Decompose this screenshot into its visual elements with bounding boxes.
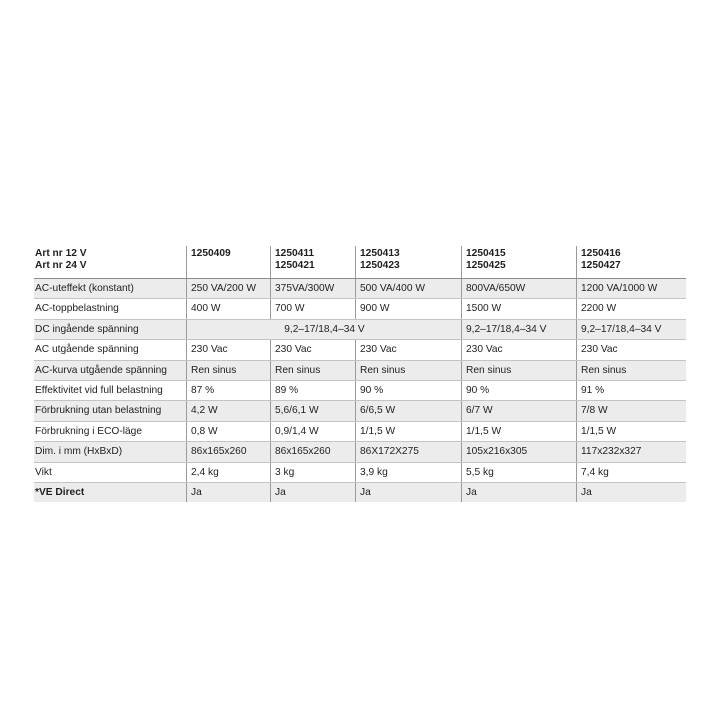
row-value: Ja bbox=[355, 483, 461, 502]
model-12v-number: 1250411 bbox=[275, 248, 315, 259]
row-value: 5,6/6,1 W bbox=[270, 401, 355, 420]
model-24v-number: 1250425 bbox=[466, 260, 506, 271]
row-label: AC-kurva utgående spänning bbox=[35, 364, 167, 376]
row-value: 0,9/1,4 W bbox=[270, 422, 355, 441]
table-row bbox=[34, 320, 686, 340]
header-label-cell bbox=[34, 248, 185, 278]
row-value: Ren sinus bbox=[186, 361, 270, 380]
row-value: Ren sinus bbox=[461, 361, 576, 380]
row-value: Ja bbox=[576, 483, 686, 502]
table-row bbox=[34, 463, 686, 483]
row-value: Ren sinus bbox=[270, 361, 355, 380]
row-label: Vikt bbox=[35, 466, 52, 478]
model-12v-number: 1250416 bbox=[581, 248, 621, 259]
row-value: 9,2–17/18,4–34 V bbox=[461, 320, 576, 339]
row-value: 105x216x305 bbox=[461, 442, 576, 461]
row-value: 7,4 kg bbox=[576, 463, 686, 482]
table-row bbox=[34, 340, 686, 360]
row-value: 800VA/650W bbox=[461, 279, 576, 298]
row-value: 1500 W bbox=[461, 299, 576, 318]
row-label: Effektivitet vid full belastning bbox=[35, 384, 163, 396]
row-value: 230 Vac bbox=[576, 340, 686, 359]
row-value: 250 VA/200 W bbox=[186, 279, 270, 298]
row-value: 230 Vac bbox=[355, 340, 461, 359]
row-value: 900 W bbox=[355, 299, 461, 318]
row-label: Förbrukning i ECO-läge bbox=[35, 425, 143, 437]
row-value: 4,2 W bbox=[186, 401, 270, 420]
model-24v-number: 1250421 bbox=[275, 260, 315, 271]
row-value: 500 VA/400 W bbox=[355, 279, 461, 298]
model-12v-number: 1250409 bbox=[191, 248, 231, 259]
row-value: 400 W bbox=[186, 299, 270, 318]
row-value: 90 % bbox=[355, 381, 461, 400]
row-value: 230 Vac bbox=[186, 340, 270, 359]
row-value: 1200 VA/1000 W bbox=[576, 279, 686, 298]
row-value: 90 % bbox=[461, 381, 576, 400]
model-12v-number: 1250415 bbox=[466, 248, 506, 259]
row-value: 6/7 W bbox=[461, 401, 576, 420]
row-value: Ja bbox=[186, 483, 270, 502]
header-model-3 bbox=[355, 246, 461, 278]
table-header bbox=[34, 246, 686, 279]
row-value: 3,9 kg bbox=[355, 463, 461, 482]
row-label: AC utgående spänning bbox=[35, 344, 139, 356]
row-value: 6/6,5 W bbox=[355, 401, 461, 420]
row-label: AC-uteffekt (konstant) bbox=[35, 283, 134, 294]
header-model-1 bbox=[186, 246, 270, 278]
row-value: Ren sinus bbox=[355, 361, 461, 380]
table-row bbox=[34, 401, 686, 421]
spec-table bbox=[34, 246, 686, 502]
row-value: 1/1,5 W bbox=[576, 422, 686, 441]
table-row bbox=[34, 279, 686, 299]
row-value: 117x232x327 bbox=[576, 442, 686, 461]
table-row bbox=[34, 442, 686, 462]
row-value: 230 Vac bbox=[270, 340, 355, 359]
row-value: 1/1,5 W bbox=[461, 422, 576, 441]
model-24v-number: 1250423 bbox=[360, 260, 400, 271]
row-value: 2200 W bbox=[576, 299, 686, 318]
row-value: 375VA/300W bbox=[270, 279, 355, 298]
header-model-2 bbox=[270, 246, 355, 278]
row-value: Ja bbox=[461, 483, 576, 502]
table-row bbox=[34, 422, 686, 442]
row-label: *VE Direct bbox=[35, 486, 85, 498]
header-model-5 bbox=[576, 246, 686, 278]
model-24v-number: 1250427 bbox=[581, 260, 621, 271]
header-model-4 bbox=[461, 246, 576, 278]
table-row bbox=[34, 299, 686, 319]
row-value: 5,5 kg bbox=[461, 463, 576, 482]
row-value: 700 W bbox=[270, 299, 355, 318]
row-value: 89 % bbox=[270, 381, 355, 400]
row-label: AC-toppbelastning bbox=[35, 303, 119, 315]
row-value: 87 % bbox=[186, 381, 270, 400]
table-row bbox=[34, 361, 686, 381]
row-value: 86x165x260 bbox=[270, 442, 355, 461]
row-label: Dim. i mm (HxBxD) bbox=[35, 446, 123, 458]
row-value: 7/8 W bbox=[576, 401, 686, 420]
row-value: 0,8 W bbox=[186, 422, 270, 441]
table-row bbox=[34, 483, 686, 502]
model-12v-number: 1250413 bbox=[360, 248, 400, 259]
row-value: Ja bbox=[270, 483, 355, 502]
row-value: 230 Vac bbox=[461, 340, 576, 359]
row-value-span: 9,2–17/18,4–34 V bbox=[186, 320, 462, 339]
row-label: Förbrukning utan belastning bbox=[35, 405, 162, 417]
row-value: 86X172X275 bbox=[355, 442, 461, 461]
header-label-12v: Art nr 12 V bbox=[35, 248, 87, 259]
table-row bbox=[34, 381, 686, 401]
row-value: 2,4 kg bbox=[186, 463, 270, 482]
header-label-24v: Art nr 24 V bbox=[35, 260, 87, 271]
row-value: 9,2–17/18,4–34 V bbox=[576, 320, 686, 339]
row-value: 91 % bbox=[576, 381, 686, 400]
row-value: Ren sinus bbox=[576, 361, 686, 380]
row-value: 1/1,5 W bbox=[355, 422, 461, 441]
row-value: 86x165x260 bbox=[186, 442, 270, 461]
row-label: DC ingående spänning bbox=[35, 323, 139, 335]
row-value: 3 kg bbox=[270, 463, 355, 482]
